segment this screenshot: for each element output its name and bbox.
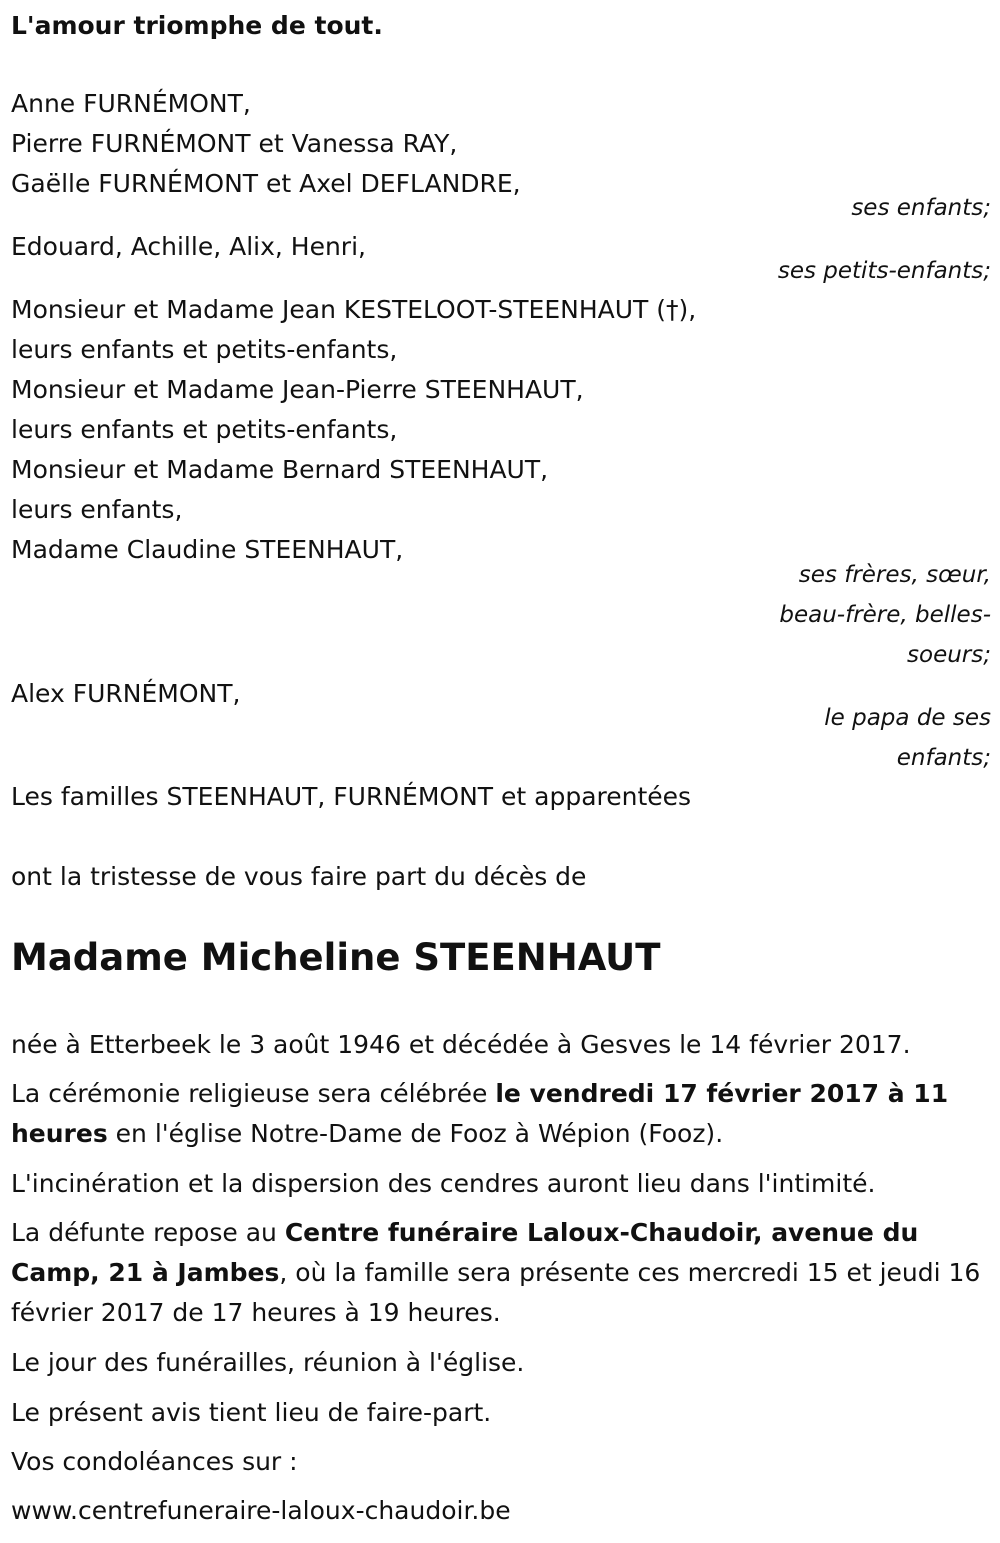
ceremony-text-before: La cérémonie religieuse sera célébrée: [11, 1079, 496, 1108]
role-grandchildren: ses petits-enfants;: [777, 258, 991, 284]
sibling-line: Madame Claudine STEENHAUT,: [11, 535, 404, 564]
role-father: le papa de ses: [824, 705, 991, 731]
grandchildren-line: Edouard, Achille, Alix, Henri,: [11, 232, 366, 261]
sibling-line: Monsieur et Madame Jean-Pierre STEENHAUT,: [11, 375, 584, 404]
rest-text-after: , où la famille sera présente ces mercredi 15 et jeudi 16 février 2017 de 17 heures à 19 heures.: [11, 1258, 981, 1327]
ceremony-text-after: en l'église Notre-Dame de Fooz à Wépion (Fooz).: [107, 1119, 724, 1148]
sibling-line: leurs enfants,: [11, 495, 183, 524]
father-line: Alex FURNÉMONT,: [11, 679, 241, 708]
role-siblings: ses frères, sœur,: [798, 562, 991, 588]
role-children: ses enfants;: [851, 195, 991, 221]
motto: L'amour triomphe de tout.: [11, 11, 383, 40]
website-link[interactable]: www.centrefuneraire-laloux-chaudoir.be: [11, 1496, 511, 1525]
sibling-line: Monsieur et Madame Bernard STEENHAUT,: [11, 455, 549, 484]
incineration-text: L'incinération et la dispersion des cendres auront lieu dans l'intimité.: [11, 1169, 876, 1198]
birth-death-text: née à Etterbeek le 3 août 1946 et décédée à Gesves le 14 février 2017.: [11, 1030, 911, 1059]
child-line: Pierre FURNÉMONT et Vanessa RAY,: [11, 129, 458, 158]
deceased-name: Madame Micheline STEENHAUT: [11, 936, 661, 979]
rest-text: [11, 1213, 986, 1333]
role-father: enfants;: [896, 745, 991, 771]
funeral-center: Centre funéraire Laloux-Chaudoir, avenue du Camp, 21 à Jambes: [11, 1218, 919, 1287]
funeral-day-text: Le jour des funérailles, réunion à l'église.: [11, 1348, 525, 1377]
families-line: Les familles STEENHAUT, FURNÉMONT et apparentées: [11, 782, 692, 811]
announcement-line: ont la tristesse de vous faire part du décès de: [11, 862, 587, 891]
sibling-line: leurs enfants et petits-enfants,: [11, 335, 398, 364]
role-siblings: beau-frère, belles-: [779, 602, 991, 628]
child-line: Gaëlle FURNÉMONT et Axel DEFLANDRE,: [11, 169, 521, 198]
sibling-line: Monsieur et Madame Jean KESTELOOT-STEENHAUT (†),: [11, 295, 697, 324]
child-line: Anne FURNÉMONT,: [11, 89, 251, 118]
sibling-line: leurs enfants et petits-enfants,: [11, 415, 398, 444]
ceremony-text: [11, 1074, 986, 1154]
condolences-text: Vos condoléances sur :: [11, 1447, 298, 1476]
role-siblings: soeurs;: [907, 642, 991, 668]
rest-text-before: La défunte repose au: [11, 1218, 285, 1247]
notice-text: Le présent avis tient lieu de faire-part.: [11, 1398, 492, 1427]
ceremony-date: le vendredi 17 février 2017 à 11 heures: [11, 1079, 949, 1148]
